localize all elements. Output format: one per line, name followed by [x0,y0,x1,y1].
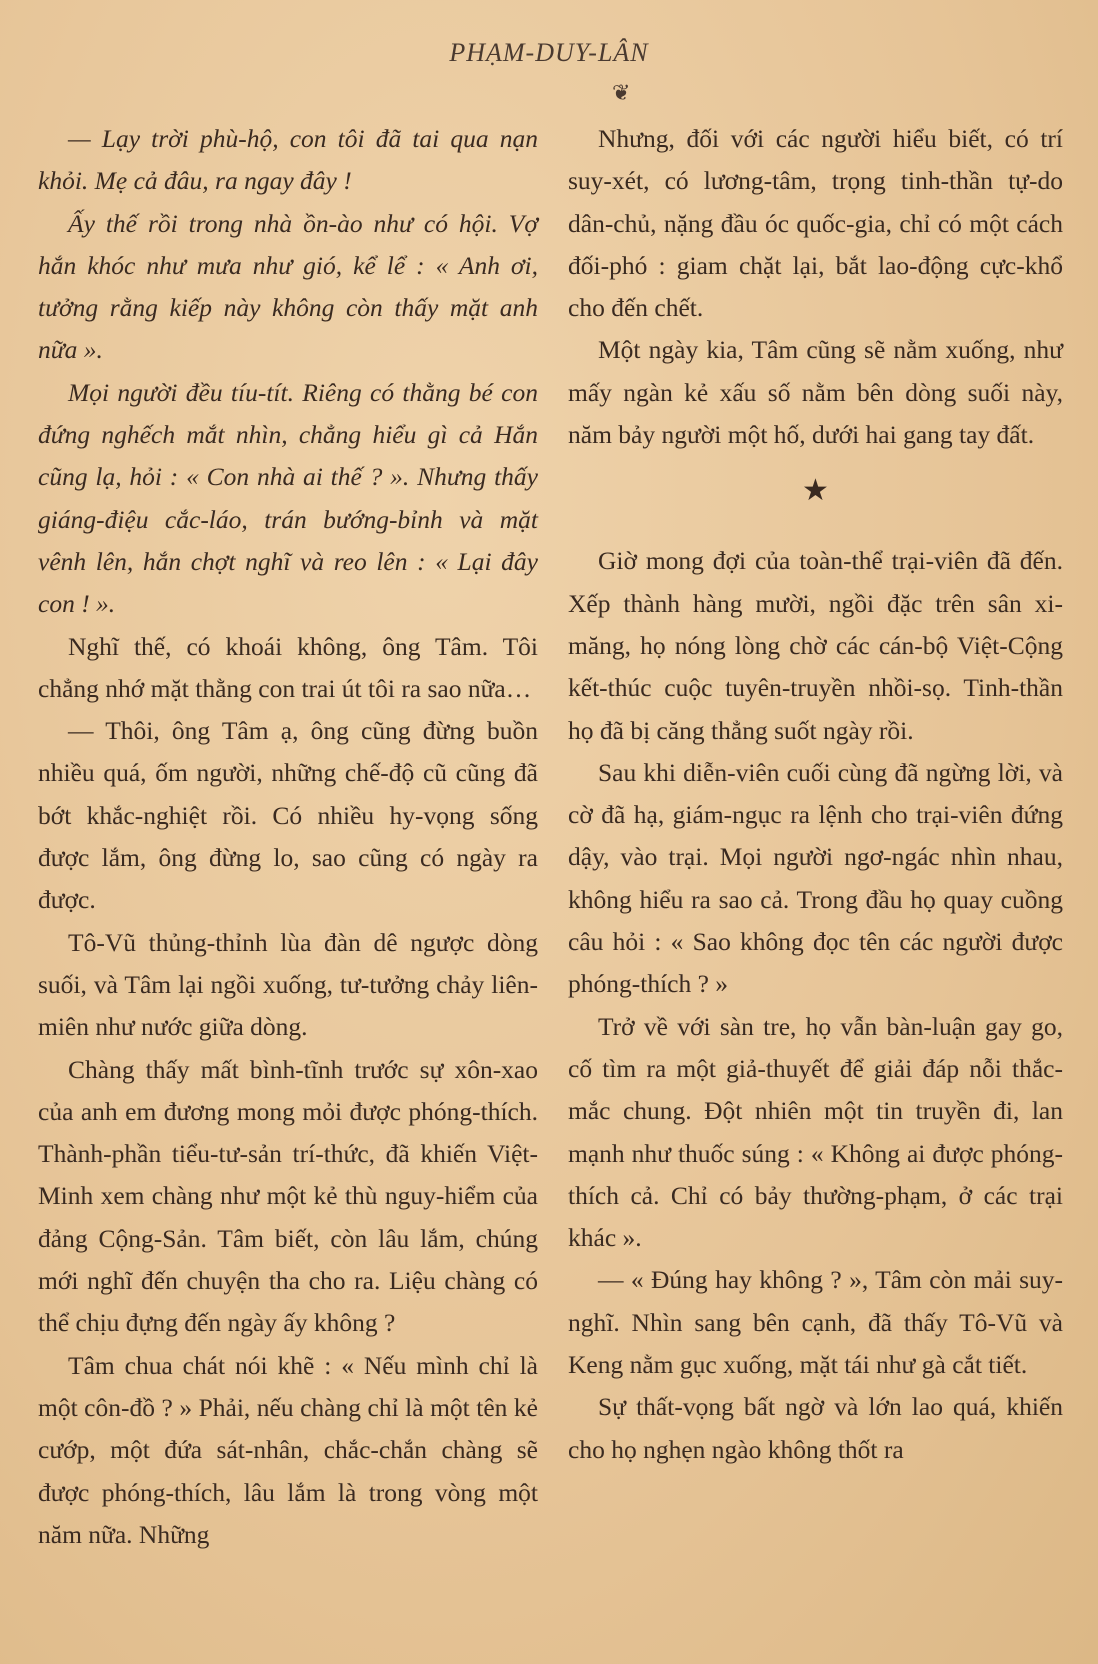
paragraph: Nhưng, đối với các người hiểu biết, có trí suy-xét, có lương-tâm, trọng tinh-thần tự-do dân-chủ, nặng đầu óc quốc-gia, chỉ có một cách đối-phó : giam chặt lại, bắt lao-động cực-khổ cho đến chết. [568,124,1063,323]
paragraph: Mọi người đều tíu-tít. Riêng có thằng bé con đứng nghếch mắt nhìn, chẳng hiểu gì cả Hắn cũng lạ, hỏi : « Con nhà ai thế ? ». Nhưng thấy giáng-điệu cắc-láo, trán bướng-bỉnh và mặt vênh lên, hắn chợt nghĩ và reo lên : « Lại đây con ! ». [38,377,538,619]
paragraph: — « Đúng hay không ? », Tâm còn mải suy-nghĩ. Nhìn sang bên cạnh, đã thấy Tô-Vũ và Keng nằm gục xuống, mặt tái như gà cắt tiết. [568,1265,1063,1380]
star-separator-icon: ★ [802,474,829,508]
paragraph: Chàng thấy mất bình-tĩnh trước sự xôn-xao của anh em đương mong mỏi được phóng-thích. Thành-phần tiểu-tư-sản trí-thức, đã khiến Việt-Minh xem chàng như một kẻ thù nguy-hiểm của đảng Cộng-Sản. Tâm biết, còn lâu lắm, chúng mới nghĩ đến chuyện tha cho ra. Liệu chàng có thể chịu đựng đến ngày ấy không ? [38,1054,538,1338]
paragraph: Tâm chua chát nói khẽ : « Nếu mình chỉ là một côn-đồ ? » Phải, nếu chàng chỉ là một tên kẻ cướp, một đứa sát-nhân, chắc-chắn chàng sẽ được phóng-thích, lâu lắm là trong vòng một năm nữa. Những [38,1350,538,1549]
paragraph: Giờ mong đợi của toàn-thể trại-viên đã đến. Xếp thành hàng mười, ngồi đặc trên sân xi-măng, họ nóng lòng chờ các cán-bộ Việt-Cộng kết-thúc cuộc tuyên-truyền nhồi-sọ. Tinh-thần họ đã bị căng thẳng suốt ngày rồi. [568,546,1063,745]
paragraph: Tô-Vũ thủng-thỉnh lùa đàn dê ngược dòng suối, và Tâm lại ngồi xuống, tư-tưởng chảy liên-miên như nước giữa dòng. [38,927,538,1042]
ornament-icon: ❦ [612,80,631,105]
paragraph: Ấy thế rồi trong nhà ồn-ào như có hội. Vợ hắn khóc như mưa như gió, kể lể : « Anh ơi, tưởng rằng kiếp này không còn thấy mặt anh nữa ». [38,208,538,365]
paragraph: — Thôi, ông Tâm ạ, ông cũng đừng buồn nhiều quá, ốm người, những chế-độ cũ cũng đã bớt khắc-nghiệt rồi. Có nhiều hy-vọng sống được lắm, ông đừng lo, sao cũng có ngày ra được. [38,716,538,915]
paragraph: Sự thất-vọng bất ngờ và lớn lao quá, khiến cho họ nghẹn ngào không thốt ra [568,1392,1063,1464]
right-column [568,118,1063,1471]
paragraph: — Lạy trời phù-hộ, con tôi đã tai qua nạn khỏi. Mẹ cả đâu, ra ngay đây ! [38,124,538,196]
left-column [38,118,538,1556]
paragraph: Một ngày kia, Tâm cũng sẽ nằm xuống, như mấy ngàn kẻ xấu số nằm bên dòng suối này, năm bảy người một hố, dưới hai gang tay đất. [568,335,1063,450]
paragraph: Trở về với sàn tre, họ vẫn bàn-luận gay go, cố tìm ra một giả-thuyết để giải đáp nỗi thắc-mắc chung. Đột nhiên một tin truyền đi, lan mạnh như thuốc súng : « Không ai được phóng-thích cả. Chỉ có bảy thường-phạm, ở các trại khác ». [568,1011,1063,1253]
running-header: PHẠM-DUY-LÂN [449,38,649,67]
paragraph: Nghĩ thế, có khoái không, ông Tâm. Tôi chẳng nhớ mặt thằng con trai út tôi ra sao nữa… [38,631,538,703]
paragraph: Sau khi diễn-viên cuối cùng đã ngừng lời, và cờ đã hạ, giám-ngục ra lệnh cho trại-viên đứng dậy, vào trại. Mọi người ngơ-ngác nhìn nhau, không hiểu ra sao cả. Trong đầu họ quay cuồng câu hỏi : « Sao không đọc tên các người được phóng-thích ? » [568,757,1063,999]
